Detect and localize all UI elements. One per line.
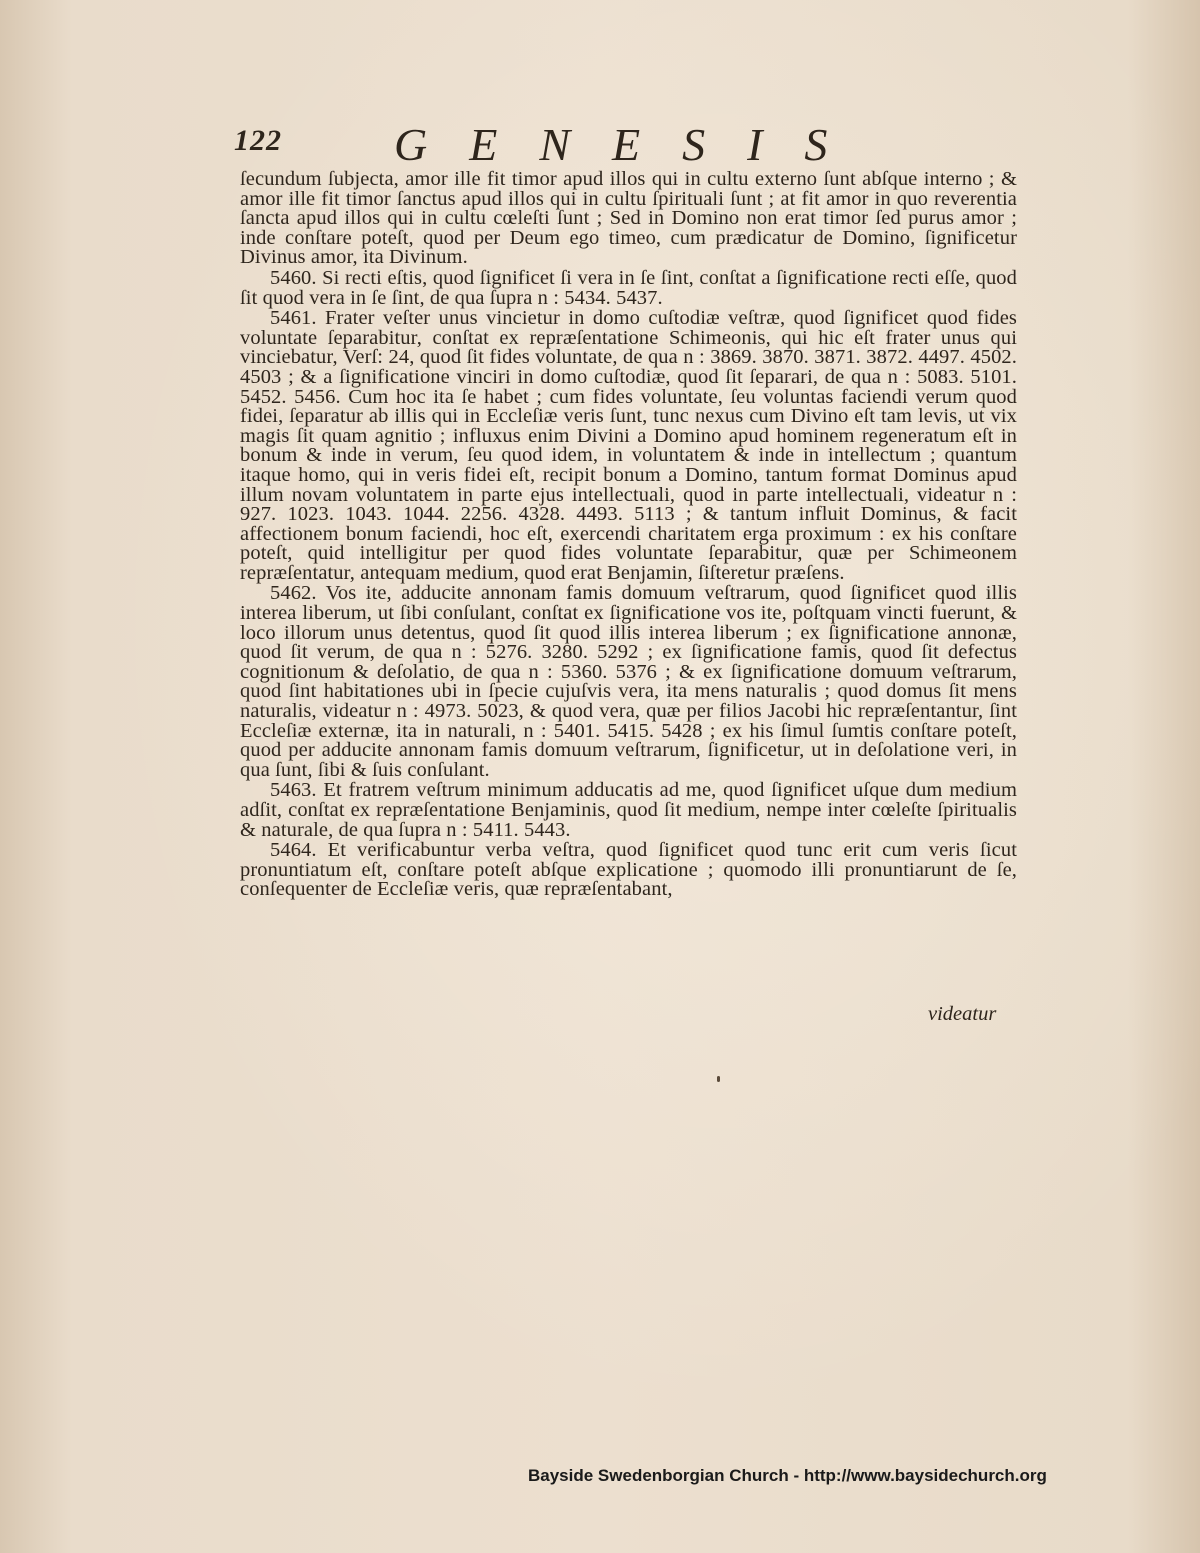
running-title: GENESIS bbox=[394, 119, 870, 170]
paragraph-5463: 5463. Et fratrem veſtrum minimum adducatis ad me, quod ſignificet uſque dum medium adſit, conſtat ex repræſentatione Benjaminis, quod ſit medium, nempe inter cœleſte ſpiritualis & naturale, de qua ſupra n : 5411. 5443. bbox=[240, 779, 1017, 841]
paragraph-5461: 5461. Frater veſter unus vincietur in domo cuſtodiæ veſtræ, quod ſignificet quod fides voluntate ſeparabitur, conſtat ex repræſentatione Schimeonis, qui hic eſt frater unus qui vinciebatur, Verſ: 24, quod ſit fides voluntate, de qua n : 3869. 3870. 3871. 3872. 4497. 4502. 4503 ; & a ſignificatione vinciri in domo cuſtodiæ, quod ſit ſeparari, de qua n : 5083. 5101. 5452. 5456. Cum hoc ita ſe habet ; cum fides voluntate, ſeu voluntas faciendi verum quod fidei, ſeparatur ab illis qui in Eccleſiæ veris ſunt, tunc nexus cum Divino eſt tam levis, ut vix magis ſit quam agnitio ; influxus enim Divini a Domino apud hominem regeneratum eſt in bonum & inde in verum, ſeu quod idem, in voluntatem & inde in intellectum ; quantum itaque homo, qui in veris fidei eſt, recipit bonum a Domino, tantum format Dominus apud illum novam voluntatem in parte ejus intellectuali, quod in parte intellectuali, videatur n : 927. 1023. 1043. 1044. 2256. 4328. 4493. 5113 ; & tantum influit Dominus, & facit affectionem bonum faciendi, hoc eſt, exercendi charitatem erga proximum : ex his conſtare poteſt, quid intelligitur per quod fides voluntate ſeparabitur, quæ per Schimeonem repræſentatur, antequam medium, quod erat Benjamin, ſiſteretur præſens. bbox=[240, 307, 1017, 584]
footer-credit: Bayside Swedenborgian Church - http://www.baysidechurch.org bbox=[528, 1466, 1047, 1485]
body-text bbox=[240, 170, 1017, 900]
paragraph-5464: 5464. Et verificabuntur verba veſtra, quod ſignificet quod tunc erit cum veris ſicut pronuntiatum eſt, conſtare poteſt abſque explicatione ; quomodo illi pronuntiarunt de ſe, conſequenter de Eccleſiæ veris, quæ repræſentabant, bbox=[240, 839, 1017, 901]
page-header bbox=[234, 118, 1034, 168]
paragraph-5460: 5460. Si recti eſtis, quod ſignificet ſi vera in ſe ſint, conſtat a ſignificatione recti eſſe, quod ſit quod vera in ſe ſint, de qua ſupra n : 5434. 5437. bbox=[240, 266, 1017, 309]
page-number: 122 bbox=[234, 124, 282, 157]
paragraph-5462: 5462. Vos ite, adducite annonam famis domuum veſtrarum, quod ſignificet quod illis interea liberum, ut ſibi conſulant, conſtat ex ſignificatione vos ite, poſtquam vincti fuerunt, & loco illorum unus detentus, quod ſit quod illis interea liberum ; ex ſignificatione annonæ, quod ſit verum, de qua n : 5276. 3280. 5292 ; ex ſignificatione famis, quod ſit defectus cognitionum & deſolatio, de qua n : 5360. 5376 ; & ex ſignificatione domuum veſtrarum, quod ſint habitationes ubi in ſpecie cujuſvis vera, ita mens naturalis ; quod domus ſit mens naturalis, videatur n : 4973. 5023, & quod vera, quæ per filios Jacobi hic repræſentantur, ſint Eccleſiæ externæ, ita in naturali, n : 5401. 5415. 5428 ; ex his ſimul ſumtis conſtare poteſt, quod per adducite annonam famis domuum veſtrarum, ſignificetur, ut in deſolatione veri, in qua ſunt, ſibi & ſuis conſulant. bbox=[240, 582, 1017, 781]
catchword: videatur bbox=[928, 1003, 997, 1025]
ink-mark bbox=[717, 1076, 720, 1082]
paragraph-continuation: ſecundum ſubjecta, amor ille fit timor apud illos qui in cultu externo ſunt abſque interno ; & amor ille fit timor ſanctus apud illos qui in cultu ſpirituali ſunt ; at fit amor in quo reverentia ſancta apud illos qui in cultu cœleſti ſunt ; Sed in Domino non erat timor ſed purus amor ; inde conſtare poteſt, quod per Deum ego timeo, cum prædicatur de Domino, ſignificetur Divinus amor, ita Divinum. bbox=[240, 168, 1017, 269]
